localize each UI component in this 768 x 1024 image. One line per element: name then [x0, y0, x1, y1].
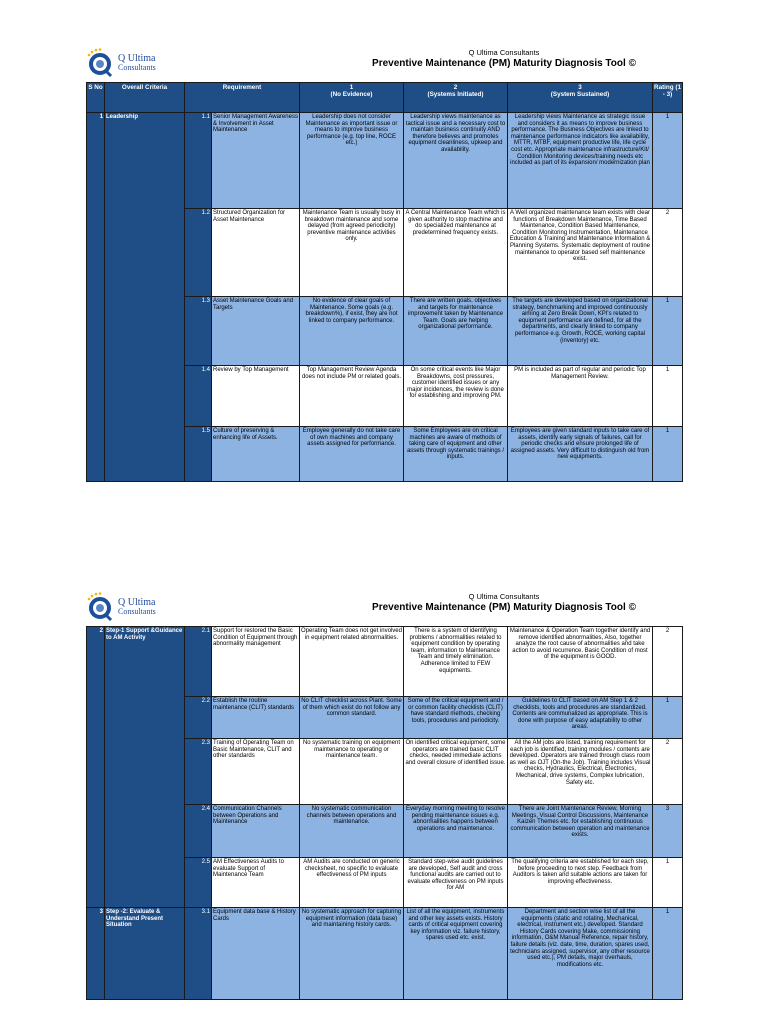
level1-text: Employee generally do not take care of own machines and company assets assigned for performance. — [300, 427, 404, 482]
level3-text: The targets are developed based on organizational strategy, benchmarking and improved continuously aiming at Zero Break Down, KPI's related to equipment performance are defined, for all the departments, and clearly linked to company performance e.g. Growth, ROCE, working capital (inventory) etc. — [508, 297, 653, 366]
level2-text: On some critical events like Major Breakdowns, cost pressures, customer identified issues or any major incidences, the review is done for establishing and improving PM. — [404, 366, 508, 427]
requirement-number: 1.5 — [185, 427, 212, 482]
rating-value[interactable]: 1 — [653, 858, 683, 908]
tool-title: Preventive Maintenance (PM) Maturity Diagnosis Tool © — [372, 602, 636, 613]
rating-value[interactable]: 3 — [653, 805, 683, 858]
header-level3: 3 (System Sustained) — [508, 83, 653, 113]
criteria-number: 1 — [87, 113, 105, 482]
level2-text: There are written goals, objectives and targets for maintenance improvement taken by Maintenance Team. Goals are helping organizational performance. — [404, 297, 508, 366]
requirement-text: Asset Maintenance Goals and Targets — [212, 297, 300, 366]
requirement-number: 1.4 — [185, 366, 212, 427]
requirement-text: Establish the routine maintenance (CLIT) standards — [212, 697, 300, 739]
level1-text: Operating Team does not get involved in equipment related abnormalities. — [300, 627, 404, 697]
level2-text: Standard step-wise audit guidelines are developed, Self audit and cross functional audits are carried out to evaluate effectiveness on PM inputs for AM — [404, 858, 508, 908]
requirement-text: Support for restored the Basic Condition of Equipment through abnormality management — [212, 627, 300, 697]
level2-text: Some of the critical equipment and / or common facility checklists (CLIT) have standard methods, checking tools, procedures and periodicity. — [404, 697, 508, 739]
level3-text: Department and section wise list of all the equipments (static and rotating, Mechanical, electrical, instrument etc.) developed. Standard History Cards covering Make, commissioning information, O&M Manual Reference, repair history, failure details (viz. date, time, duration, spares used, technicians assigned, supervisor, any other resource used etc.), PM details, major overhauls, modifications etc. — [508, 908, 653, 1000]
tool-title: Preventive Maintenance (PM) Maturity Diagnosis Tool © — [372, 58, 636, 69]
rating-value[interactable]: 2 — [653, 627, 683, 697]
level2-text: A Central Maintenance Team which is given authority to stop machine and do specialized maintenance at predetermined frequency exists. — [404, 209, 508, 297]
logo-line1: Q Ultima — [118, 53, 156, 64]
level2-text: Some Employees are on critical machines are aware of methods of taking care of equipment and other assets through systematic trainings / inputs. — [404, 427, 508, 482]
rating-value[interactable]: 2 — [653, 209, 683, 297]
table-row — [87, 113, 683, 209]
logo-line2: Consultants — [118, 607, 156, 616]
table-row — [87, 908, 683, 1000]
level3-text: Employees are given standard inputs to take care of assets, identify early signals of failures, call for periodic checks and ensure prolonged life of assigned assets. Very difficult to distinguish old from new equipments. — [508, 427, 653, 482]
level1-text: No CLIT checklist across Plant. Some of them which exist do not follow any common standard. — [300, 697, 404, 739]
requirement-text: Training of Operating Team on Basic Maintenance, CLIT and other standards — [212, 739, 300, 805]
maturity-table-1 — [86, 82, 683, 482]
requirement-text: Review by Top Management — [212, 366, 300, 427]
requirement-number: 1.3 — [185, 297, 212, 366]
maturity-table-2 — [86, 626, 683, 1000]
criteria-name: Leadership — [105, 113, 185, 482]
requirement-text: AM Effectiveness Audits to evaluate Support of Maintenance Team — [212, 858, 300, 908]
level3-text: There are Joint Maintenance Review, Morning Meetings, Visual Control Discussions, Maintenance Kaizen Themes etc. for establishing continuous communication between operation and maintenance exists. — [508, 805, 653, 858]
requirement-text: Equipment data base & History Cards — [212, 908, 300, 1000]
level3-text: Guidelines to CLIT based on AM Step 1 & 2 checklists, tools and procedures are standardized. Contents are communalized as appropriate. This is done with purpose of easy adaptability to other areas. — [508, 697, 653, 739]
level1-text: No systematic training on equipment maintenance to operating or maintenance team. — [300, 739, 404, 805]
level1-text: AM Audits are conducted on generic checksheet, no specific to evaluate effectiveness of PM inputs — [300, 858, 404, 908]
level3-text: Maintenance & Operation Team together identify and remove identified abnormalities, Also, together analyze the root cause of abnormalities and take action to avoid recurrence. Basic Condition of most of the equipment is GOOD. — [508, 627, 653, 697]
level2-text: On identified critical equipment, some operators are trained basic CLIT checks, needed immediate actions and overall closure of identified issue. — [404, 739, 508, 805]
level3-text: Leadership views Maintenance as strategic issue and considers it as means to improve business performance. The Business Objectives are linked to maintenance performance indicators like availability, MTTR, MTBF, equipment productive life, life cycle cost etc. Appropriate maintenance infrastructure/Kit/ Condition Monitoring devices/training needs etc included as part of its expansion/ modernization plan — [508, 113, 653, 209]
level2-text: There is a system of identifying problems / abnormalities related to equipment condition by operating team, information to Maintenance Team and timely elimination. Adherence limited to FEW equipments. — [404, 627, 508, 697]
criteria-number: 2 — [87, 627, 105, 908]
header-criteria: Overall Criteria — [105, 83, 185, 113]
rating-value[interactable]: 1 — [653, 908, 683, 1000]
requirement-number: 2.5 — [185, 858, 212, 908]
header-level1: 1 (No Evidence) — [300, 83, 404, 113]
requirement-number: 2.4 — [185, 805, 212, 858]
level3-text: The qualifying criteria are established for each step, before proceeding to next step. Feedback from Auditors is taken and suitable actions are taken for improving effectiveness. — [508, 858, 653, 908]
criteria-name: Step -2: Evaluate & Understand Present Situation — [105, 908, 185, 1000]
level2-text: Leadership views maintenance as tactical issue and a necessary cost to maintain business continuity AND therefore believes and promotes equipment cleanliness, upkeep and availability. — [404, 113, 508, 209]
requirement-number: 3.1 — [185, 908, 212, 1000]
rating-value[interactable]: 2 — [653, 739, 683, 805]
header-requirement: Requirement — [185, 83, 300, 113]
level1-text: No systematic approach for capturing equipment information (data base) and maintaining history cards. — [300, 908, 404, 1000]
logo-line1: Q Ultima — [118, 597, 156, 608]
rating-value[interactable]: 1 — [653, 297, 683, 366]
requirement-text: Communication Channels between Operations and Maintenance — [212, 805, 300, 858]
table-row — [87, 627, 683, 697]
rating-value[interactable]: 1 — [653, 366, 683, 427]
rating-value[interactable]: 1 — [653, 697, 683, 739]
requirement-number: 1.1 — [185, 113, 212, 209]
level2-text: List of all the equipment, instruments and other key assets exists. History cards of critical equipment covering key information viz. failure history, spares used etc. exist. — [404, 908, 508, 1000]
requirement-text: Senior Management Awareness & Involvement in Asset Maintenance — [212, 113, 300, 209]
rating-value[interactable]: 1 — [653, 427, 683, 482]
requirement-number: 2.1 — [185, 627, 212, 697]
requirement-number: 2.3 — [185, 739, 212, 805]
level3-text: All the AM jobs are listed, training requirement for each job is identified, training modules / contents are developed. Operators are trained through class room as well as OJT (On-the Job). Training includes Visual checks, Hydraulics, Electrical, Electronics, Mechanical, drive systems, Complex lubrication, Safety etc. — [508, 739, 653, 805]
level3-text: A Well organized maintenance team exists with clear functions of Breakdown Maintenance, Time Based Maintenance, Condition Based Maintenance, Condition Monitoring Instrumentation, Maintenance Education & Training and Maintenance Information & Planning Systems. Systematic deployment of routine maintenance to operator based self maintenance exist. — [508, 209, 653, 297]
company-name: Q Ultima Consultants — [468, 592, 540, 601]
logo-line2: Consultants — [118, 63, 156, 72]
requirement-number: 1.2 — [185, 209, 212, 297]
level1-text: Leadership does not consider Maintenance as important issue or means to improve business performance (e.g. top line, ROCE etc.) — [300, 113, 404, 209]
table-header-row — [87, 83, 683, 113]
rating-value[interactable]: 1 — [653, 113, 683, 209]
header-rating: Rating (1 - 3) — [653, 83, 683, 113]
requirement-number: 2.2 — [185, 697, 212, 739]
criteria-number: 3 — [87, 908, 105, 1000]
criteria-name: Step-1 Support &Guidance to AM Activity — [105, 627, 185, 908]
level1-text: No evidence of clear goals of Maintenance. Some goals (e.g. breakdown%), if exist, they are not linked to company performance. — [300, 297, 404, 366]
level1-text: Maintenance Team is usually busy in breakdown maintenance and some delayed (from agreed periodicity) preventive maintenance activities only. — [300, 209, 404, 297]
level1-text: Top Management Review Agenda does not include PM or related goals. — [300, 366, 404, 427]
header-level2: 2 (Systems Initiated) — [404, 83, 508, 113]
requirement-text: Culture of preserving & enhancing life of Assets. — [212, 427, 300, 482]
company-name: Q Ultima Consultants — [468, 48, 540, 57]
level1-text: No systematic communication channels between operations and maintenance. — [300, 805, 404, 858]
header-sno: S No — [87, 83, 105, 113]
requirement-text: Structured Organization for Asset Maintenance — [212, 209, 300, 297]
level3-text: PM is included as part of regular and periodic Top Management Review. — [508, 366, 653, 427]
level2-text: Everyday morning meeting to resolve pending maintenance issues e.g. abnormalities happens between operations and maintenance. — [404, 805, 508, 858]
